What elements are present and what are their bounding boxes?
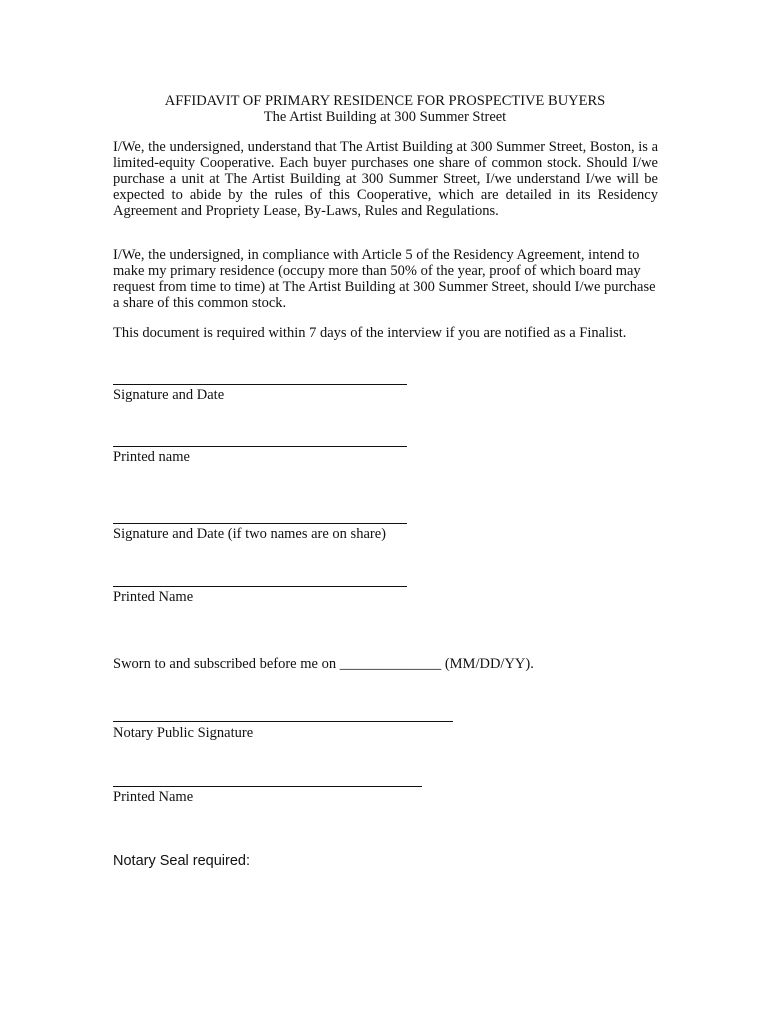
paragraph-understanding: I/We, the undersigned, understand that The Artist Building at 300 Summer Street, Boston, is a limited-equity Cooperative. Each buyer purchases one share of common stock. Should I/we purchase a unit at The Artist Building at 300 Summer Street, I/we understand I/we will be expected to abide by the rules of this Cooperative, which are detailed in its Residency Agreement and Propriety Lease, By-Laws, Rules and Regulations. <box>113 139 658 219</box>
sworn-statement: Sworn to and subscribed before me on ______________ (MM/DD/YY). <box>113 656 534 672</box>
notary-printed-name-label: Printed Name <box>113 789 194 805</box>
paragraph-compliance: I/We, the undersigned, in compliance with Article 5 of the Residency Agreement, intend to make my primary residence (occupy more than 50% of the year, proof of which board may request from time to time) at The Artist Building at 300 Summer Street, should I/we purchase a share of this common stock. <box>113 247 656 311</box>
signature-date-label-2: Signature and Date (if two names are on share) <box>113 526 386 542</box>
printed-name-line-1[interactable] <box>113 446 407 447</box>
document-title: AFFIDAVIT OF PRIMARY RESIDENCE FOR PROSPECTIVE BUYERS <box>164 93 606 109</box>
notary-printed-name-line[interactable] <box>113 786 422 787</box>
paragraph-requirement: This document is required within 7 days of the interview if you are notified as a Finalist. <box>113 325 627 341</box>
notary-signature-line[interactable] <box>113 721 453 722</box>
document-subtitle: The Artist Building at 300 Summer Street <box>263 109 507 125</box>
notary-seal-label: Notary Seal required: <box>113 853 251 869</box>
printed-name-line-2[interactable] <box>113 586 407 587</box>
signature-line-1[interactable] <box>113 384 407 385</box>
signature-date-label-1: Signature and Date <box>113 387 225 403</box>
printed-name-label-1: Printed name <box>113 449 190 465</box>
printed-name-label-2: Printed Name <box>113 589 194 605</box>
signature-line-2[interactable] <box>113 523 407 524</box>
notary-signature-label: Notary Public Signature <box>113 725 254 741</box>
